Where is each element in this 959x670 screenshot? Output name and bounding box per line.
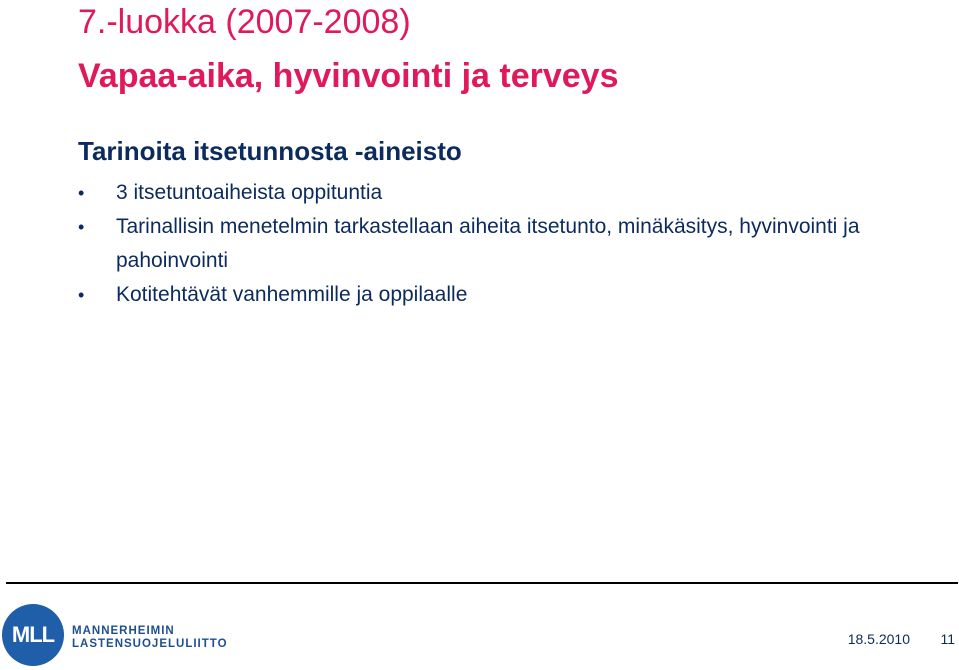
slide-title-line-1: 7.-luokka (2007-2008) (78, 3, 411, 41)
footer-divider (6, 582, 958, 584)
section-heading: Tarinoita itsetunnosta -aineisto (78, 136, 462, 166)
bullet-item (78, 278, 938, 312)
bullet-dot-icon: • (78, 217, 85, 237)
mll-logo (2, 604, 228, 666)
bullet-dot-icon: • (78, 285, 85, 305)
page-number: 11 (940, 631, 955, 647)
logo-mark: MLL (11, 622, 55, 647)
bullet-item (78, 210, 938, 278)
bullet-dot-icon: • (78, 183, 85, 203)
footer-date: 18.5.2010 (847, 631, 910, 647)
bullet-item (78, 176, 938, 210)
slide-title-line-2: Vapaa-aika, hyvinvointi ja terveys (78, 57, 619, 95)
bullet-text: 3 itsetuntoaiheista oppituntia (116, 181, 383, 204)
bullet-list (78, 176, 938, 312)
bullet-text: Tarinallisin menetelmin tarkastellaan aiheita itsetunto, minäkäsitys, hyvinvointi ja pahoinvointi (116, 215, 860, 272)
logo-text-line-1: MANNERHEIMIN (72, 625, 175, 637)
logo-circle (2, 604, 64, 666)
bullet-text: Kotitehtävät vanhemmille ja oppilaalle (116, 283, 468, 306)
logo-text-line-2: LASTENSUOJELULIITTO (72, 638, 228, 650)
